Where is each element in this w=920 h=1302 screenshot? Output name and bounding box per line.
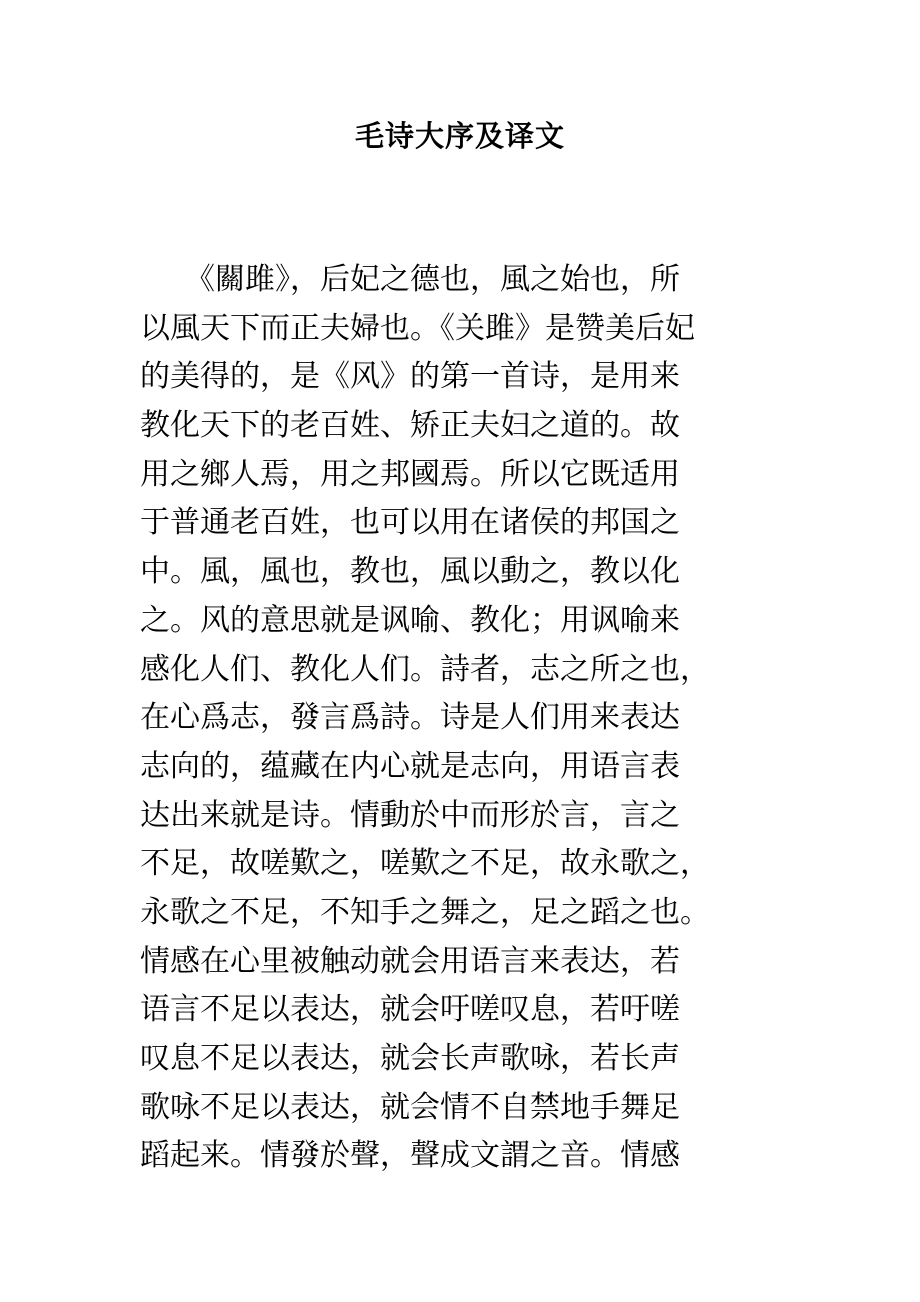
text-line: 达出来就是诗。情動於中而形於言，言之 [140, 797, 680, 833]
text-line: 志向的，蕴藏在内心就是志向，用语言表 [140, 748, 680, 784]
text-line: 感化人们、教化人们。詩者，志之所之也， [140, 651, 710, 687]
text-line: 用之鄉人焉，用之邦國焉。所以它既适用 [140, 456, 680, 492]
document-title: 毛诗大序及译文 [354, 119, 565, 153]
text-line: 叹息不足以表达，就会长声歌咏，若长声 [140, 1041, 680, 1076]
text-line: 教化天下的老百姓、矫正夫妇之道的。故 [140, 408, 680, 444]
text-line: 之。风的意思就是讽喻、教化；用讽喻来 [140, 602, 680, 638]
text-line: 《關雎》，后妃之德也，風之始也，所 [140, 262, 680, 297]
document-body [140, 256, 780, 1181]
text-line: 情感在心里被触动就会用语言来表达，若 [140, 943, 680, 979]
text-line: 歌咏不足以表达，就会情不自禁地手舞足 [140, 1089, 680, 1125]
text-line: 的美得的，是《风》的第一首诗，是用来 [140, 359, 680, 395]
text-line: 不足，故嗟歎之，嗟歎之不足，故永歌之， [140, 846, 710, 882]
text-line: 于普通老百姓，也可以用在诸侯的邦国之 [140, 505, 680, 541]
text-line: 在心爲志，發言爲詩。诗是人们用来表达 [140, 700, 680, 736]
text-line: 蹈起来。情發於聲，聲成文謂之音。情感 [140, 1138, 680, 1174]
text-line: 中。風，風也，教也，風以動之，教以化 [140, 554, 680, 590]
text-line: 以風天下而正夫婦也。《关雎》是赞美后妃 [140, 310, 695, 346]
text-line: 永歌之不足，不知手之舞之，足之蹈之也。 [140, 894, 710, 930]
text-line: 语言不足以表达，就会吁嗟叹息，若吁嗟 [140, 992, 680, 1028]
